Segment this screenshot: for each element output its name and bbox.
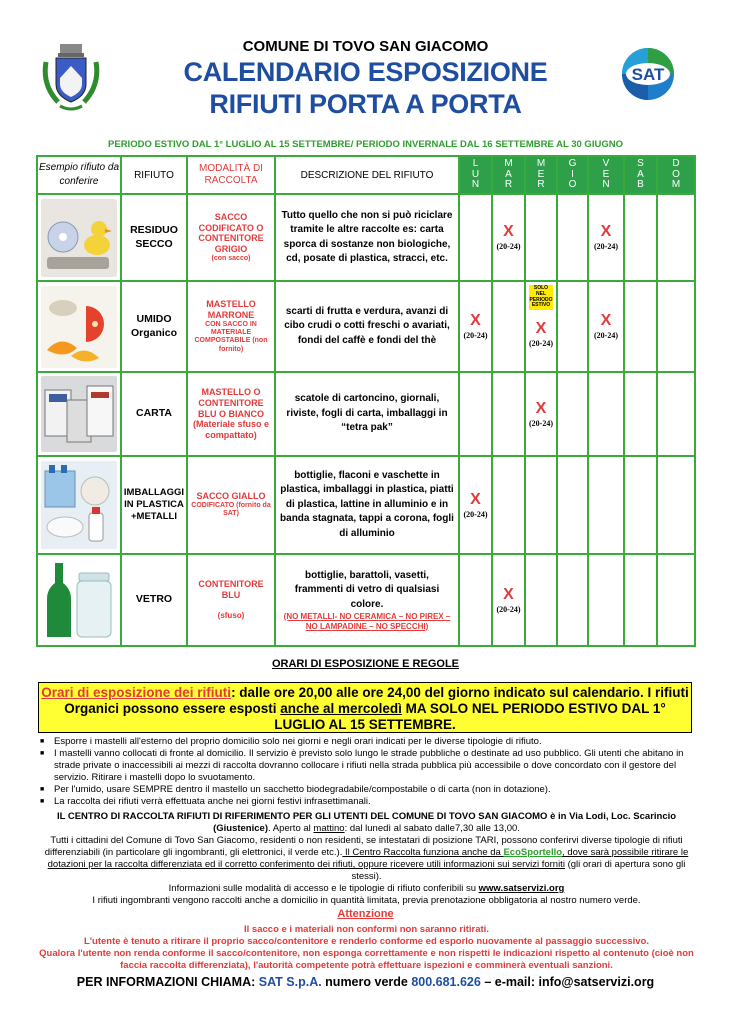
x-mark: X [470, 312, 481, 329]
day-letter: O [672, 168, 680, 180]
day-letter: O [568, 179, 577, 191]
row-modalita [187, 194, 275, 281]
day-cell [657, 281, 695, 372]
day-letter: A [505, 168, 512, 180]
day-cell [459, 281, 492, 372]
header-day [624, 156, 657, 194]
hours-label: (20-24) [529, 339, 553, 348]
day-cell [588, 456, 624, 554]
attenzione-title: Attenzione [337, 908, 394, 920]
header-day [492, 156, 525, 194]
day-cell [492, 554, 525, 646]
collection-mark [493, 224, 524, 251]
day-cell [525, 554, 557, 646]
day-letter: E [537, 168, 545, 180]
day-letter: R [537, 179, 545, 191]
row-descrizione-text: bottiglie, flaconi e vaschette in plastica, imballaggi in plastica, piatti di plastica, lattine in alluminio e in banda stagnata, tappi a corona, fogli di alluminio [280, 469, 454, 539]
centro-open-pre: . Aperto al [267, 823, 314, 834]
day-cell [492, 372, 525, 456]
row-descrizione [275, 372, 459, 456]
header-day [657, 156, 695, 194]
collection-mark [526, 401, 556, 428]
footer-mid: numero verde [321, 975, 412, 989]
day-letter: M [504, 158, 513, 170]
table-row [37, 456, 695, 554]
row-descrizione [275, 456, 459, 554]
orari-lead: Orari di esposizione dei rifiuti [41, 685, 232, 700]
day-cell [492, 456, 525, 554]
attenzione-line: L'utente è tenuto a ritirare il proprio sacco/contenitore e renderlo conforme ed esporlo nuovamente al passaggio successivo. [83, 936, 649, 947]
carta-image [37, 372, 121, 456]
row-modalita-note: CODIFICATO (fornito da SAT) [191, 502, 271, 518]
table-row [37, 372, 695, 456]
header-modalita: MODALITÀ DI RACCOLTA [187, 156, 275, 194]
day-letter: I [571, 168, 574, 180]
day-letter: V [602, 158, 610, 170]
row-modalita [187, 372, 275, 456]
header-descrizione: DESCRIZIONE DEL RIFIUTO [275, 156, 459, 194]
footer-phone[interactable]: 800.681.626 [411, 975, 481, 989]
day-letter: N [602, 179, 610, 191]
row-name: VETRO [121, 554, 187, 646]
row-modalita-note: CON SACCO IN MATERIALE COMPOSTABILE (non fornito) [194, 320, 268, 353]
centro-open-post: : dal lunedì al sabato dalle7,30 alle 13,00. [344, 823, 520, 834]
day-cell [588, 372, 624, 456]
orari-title: ORARI DI ESPOSIZIONE E REGOLE [271, 658, 460, 670]
day-cell [459, 372, 492, 456]
ecosportello-label: EcoSportello [503, 847, 563, 858]
row-name: UMIDO Organico [121, 281, 187, 372]
row-modalita-main: MASTELLO MARRONE [206, 298, 256, 320]
rule-item: ■ La raccolta dei rifiuti verrà effettuata anche nei giorni festivi infrasettimanali. [40, 796, 700, 808]
hours-label: (20-24) [529, 418, 553, 428]
day-letter: S [637, 158, 644, 170]
row-descrizione-text: scatole di cartoncino, giornali, riviste, fogli di carta, imballaggi in “tetra pak” [286, 393, 448, 434]
day-letter: G [568, 158, 577, 170]
solo-estivo-badge: SOLO NEL PERIODO ESTIVO [529, 285, 553, 309]
row-modalita-main: SACCO GIALLO [196, 491, 266, 502]
day-cell [657, 554, 695, 646]
day-cell [588, 281, 624, 372]
row-descrizione-text: scarti di frutta e verdura, avanzi di cibo crudi o cotti freschi o avariati, fondi del caffè e fondi del thè [284, 305, 450, 346]
day-cell [588, 194, 624, 281]
row-descrizione-text: bottiglie, barattoli, vasetti, frammenti di vetro di qualsiasi colore. [294, 569, 440, 610]
x-mark: X [503, 585, 514, 603]
x-mark: X [503, 223, 514, 240]
row-descrizione [275, 194, 459, 281]
day-cell [459, 456, 492, 554]
day-cell [525, 281, 557, 372]
row-modalita-main: SACCO CODIFICATO O CONTENITORE GRIGIO [198, 211, 264, 255]
centro-p1: Tutti i cittadini del Comune di Tovo San Giacomo, residenti o non residenti, se intestatari di posizione TARI, possono conferirvi diverse tipologie di rifiuti differenziabili (in particolare gli ingombranti, gli elettronici, il verde etc.). [44, 835, 683, 858]
row-modalita-note: (con sacco) [211, 254, 251, 262]
row-name: CARTA [121, 372, 187, 456]
centro-raccolta [34, 811, 699, 907]
collection-mark [589, 313, 623, 340]
rule-item: ■ Per l'umido, usare SEMPRE dentro il mastello un sacchetto biodegradabile/compostabile o di carta (non in dotazione). [40, 784, 700, 796]
day-letter: E [602, 168, 610, 180]
comune-name: COMUNE DI TOVO SAN GIACOMO [242, 38, 489, 55]
calendar-table [36, 155, 696, 647]
hours-label: (20-24) [463, 509, 488, 519]
sat-logo-text: SAT [631, 65, 665, 84]
hours-label: (20-24) [463, 331, 488, 340]
table-row [37, 281, 695, 372]
table-row [37, 554, 695, 646]
hours-label: (20-24) [496, 604, 521, 614]
rule-item: ■ I mastelli vanno collocati di fronte al domicilio. Il servizio è previsto solo lungo le strade pubbliche o destinate ad uso pubblico. Gli utenti che abitano in strade private o inaccessibili ai mezzi di raccolta dovranno collocare i rifiuti nella strada pubblica più accessibile o dove concordato con il gestore del servizio. Ritirare i mastelli dopo lo svuotamento. [40, 748, 700, 784]
collection-mark [460, 492, 491, 519]
day-letter: M [536, 158, 546, 170]
day-cell [624, 456, 657, 554]
collection-mark [526, 321, 556, 348]
day-letter: R [504, 179, 513, 191]
day-cell [557, 372, 588, 456]
x-mark: X [535, 399, 547, 417]
orari-box [38, 682, 692, 733]
period-banner: PERIODO ESTIVO DAL 1° LUGLIO AL 15 SETTEMBRE/ PERIODO INVERNALE DAL 16 SETTEMBRE AL 30 GIUGNO [108, 139, 623, 150]
row-name: RESIDUO SECCO [121, 194, 187, 281]
day-cell [657, 194, 695, 281]
day-cell [459, 194, 492, 281]
footer-contacts [0, 975, 731, 989]
day-cell [624, 554, 657, 646]
row-modalita-main: CONTENITORE BLU [198, 579, 264, 601]
day-letter: L [472, 158, 479, 170]
footer-company: SAT S.p.A. [258, 975, 322, 989]
day-cell [624, 281, 657, 372]
centro-p2-intro: Il Centro Raccolta funziona anche da [342, 847, 504, 858]
attenzione-text [34, 924, 699, 972]
day-letter: U [471, 168, 480, 180]
footer-email[interactable]: – e-mail: info@satservizi.org [480, 975, 655, 989]
header-day [557, 156, 588, 194]
header-rifiuto: RIFIUTO [121, 156, 187, 194]
rules-list [40, 736, 700, 808]
day-cell [557, 554, 588, 646]
row-modalita [187, 554, 275, 646]
day-letter: B [637, 179, 644, 191]
attenzione-line: Il sacco e i materiali non conformi non saranno ritirati. [244, 924, 489, 935]
x-mark: X [600, 223, 612, 240]
day-cell [525, 456, 557, 554]
page-title-line2: RIFIUTI PORTA A PORTA [209, 89, 522, 119]
row-name: IMBALLAGGI IN PLASTICA +METALLI [121, 456, 187, 554]
row-modalita-main: MASTELLO O CONTENITORE BLU O BIANCO (Materiale sfuso e compattato) [192, 387, 270, 441]
day-cell [557, 281, 588, 372]
row-modalita [187, 456, 275, 554]
centro-p2-rest: , dove sarà possibile ritirare le dotazioni per la raccolta differenziata ed il corretto conferimento dei rifiuti, oppure ricevere utili informazioni sui servizi forniti [47, 847, 689, 870]
centro-ingombranti: I rifiuti ingombranti vengono raccolti anche a domicilio in quantità limitata, previa prenotazione obbligatoria al nostro numero verde. [92, 895, 641, 906]
day-cell [492, 194, 525, 281]
header-day [525, 156, 557, 194]
umido-image [37, 281, 121, 372]
residuo-image [37, 194, 121, 281]
day-cell [624, 194, 657, 281]
row-modalita-note: (sfuso) [217, 611, 245, 620]
orari-text-1: : dalle ore 20,00 alle ore 24,00 del giorno indicato sul calendario. I rifiuti Organici possono essere esposti [64, 685, 689, 716]
row-descrizione [275, 554, 459, 646]
page-title-line1: CALENDARIO ESPOSIZIONE [183, 57, 548, 87]
day-letter: M [671, 179, 681, 191]
day-cell [525, 194, 557, 281]
collection-mark [589, 224, 623, 251]
plastica-image [37, 456, 121, 554]
day-cell [492, 281, 525, 372]
centro-p2-tail: (gli orari di apertura sono gli stessi). [351, 859, 686, 882]
day-cell [657, 372, 695, 456]
day-cell [557, 456, 588, 554]
vetro-image [37, 554, 121, 646]
satservizi-link[interactable]: www.satservizi.org [478, 883, 565, 894]
collection-mark [460, 313, 491, 340]
centro-open-mattino: mattino [313, 823, 345, 834]
day-cell [657, 456, 695, 554]
row-modalita [187, 281, 275, 372]
x-mark: X [600, 312, 612, 329]
attenzione-line: Qualora l'utente non renda conforme il sacco/contenitore, non esponga correttamente e non rispetti le indicazioni rispetto al contenuto (cioè non faccia raccolta differenziata), l'autorità competente potrà effettuare ispezioni e comminerà eventuali sanzioni. [39, 948, 694, 971]
centro-title: IL CENTRO DI RACCOLTA RIFIUTI DI RIFERIMENTO PER GLI UTENTI DEL COMUNE DI TOVO SAN GIACOMO è in Via Lodi, Loc. Scarincio (Giustenice) [56, 811, 677, 834]
day-cell [525, 372, 557, 456]
day-letter: D [672, 158, 680, 170]
day-cell [624, 372, 657, 456]
header-example: Esempio rifiuto da conferire [37, 156, 121, 194]
hours-label: (20-24) [594, 242, 618, 251]
day-cell [459, 554, 492, 646]
row-descrizione-warning: (NO METALLI- NO CERAMICA – NO PIREX – NO LAMPADINE – NO SPECCHI) [283, 612, 451, 631]
orari-underlined: anche al mercoledì [280, 701, 402, 716]
row-descrizione [275, 281, 459, 372]
x-mark: X [535, 320, 547, 337]
header-day [459, 156, 492, 194]
table-header-row [37, 156, 695, 194]
day-cell [557, 194, 588, 281]
header-day [588, 156, 624, 194]
day-letter: N [471, 179, 480, 191]
hours-label: (20-24) [594, 331, 618, 340]
x-mark: X [470, 490, 481, 508]
day-letter: A [637, 168, 644, 180]
rule-item: ■ Esporre i mastelli all'esterno del proprio domicilio solo nei giorni e negli orari indicati per le diverse tipologie di rifiuto. [40, 736, 700, 748]
footer-pre: PER INFORMAZIONI CHIAMA: [76, 975, 259, 989]
day-cell [588, 554, 624, 646]
centro-info-pre: Informazioni sulle modalità di accesso e le tipologie di rifiuto conferibili su [168, 883, 479, 894]
hours-label: (20-24) [496, 242, 521, 251]
collection-mark [493, 587, 524, 614]
table-row [37, 194, 695, 281]
row-descrizione-text: Tutto quello che non si può riciclare tramite le altre raccolte es: carta sporca di sostanze non biologiche, cd, posate di plastica, stracci, etc. [281, 209, 453, 264]
orari-text-2: MA SOLO NEL PERIODO ESTIVO DAL 1° LUGLIO AL 15 SETTEMBRE. [274, 701, 666, 732]
